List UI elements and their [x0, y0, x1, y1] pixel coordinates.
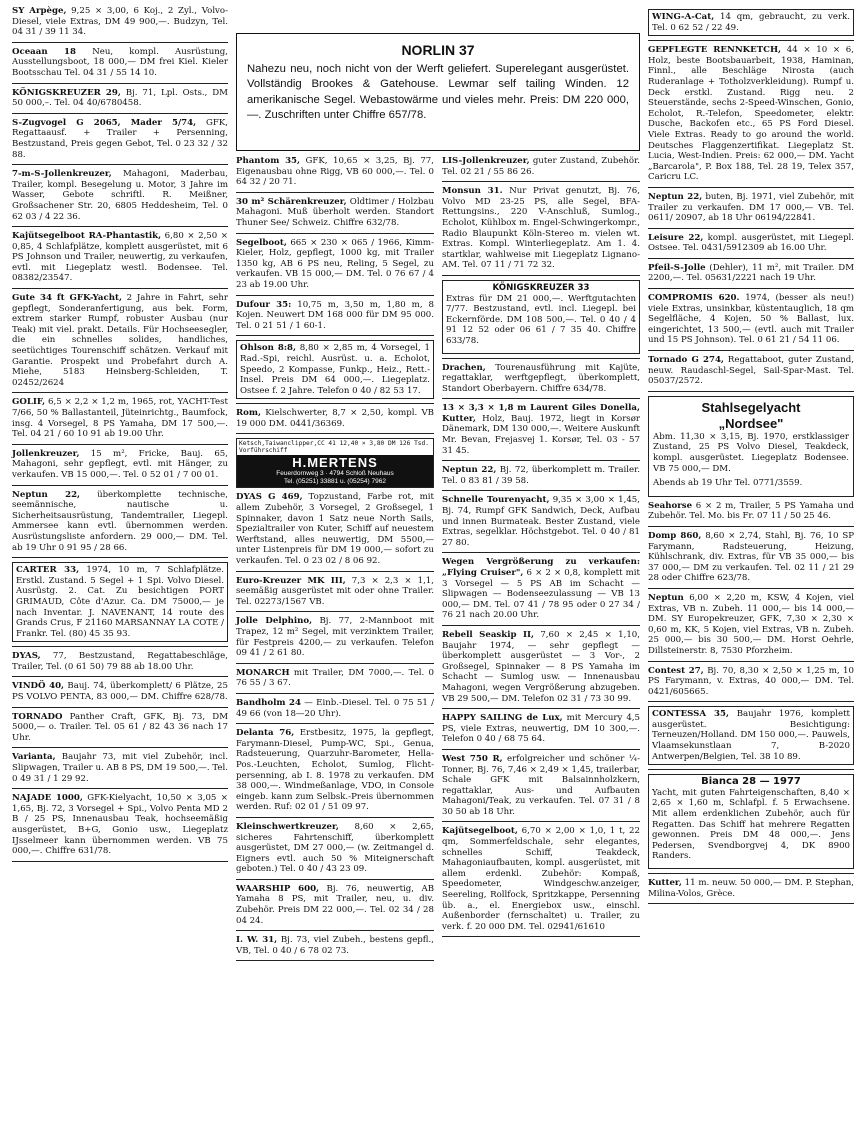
- ad-divider: [12, 444, 228, 445]
- classified-ad-body: 8,60 × 2,65, sicheres Fahrtenschiff, überkomplett ausgerüstet, DM 27 000,— (w. Zeitmangel d. Eigners evtl. auch 50 % Miteignerschaft geboten.) Tel. 0 40 / 43 23 09.: [236, 821, 434, 875]
- classified-ad: [12, 449, 228, 481]
- classified-ad-body: 2 Jahre in Fahrt, sehr gepflegt, Sonderanfertigung, aus bek. Form, extrem starker Rumpf, robuster Ausbau (nur Teak) mit viel. prakt. Details. Für Hochseesegler, die ein schnelles solides, handliches, seetüchtiges Tourenschiff schätzen. Verkauf mit Garantie. Prospekt und Probefahrt durch A. Miehe, 5183 Heinsberg-Schleiden, T. 02452/2624: [12, 293, 228, 388]
- ad-divider: [236, 879, 434, 880]
- classified-ad-body: 9,25 × 3,00, 6 Koj., 2 Zyl., Volvo-Diesel, viele Extras, DM 49 900,—. Budzyn, Tel. 04 31 / 39 11 34.: [12, 6, 228, 38]
- ad-divider: [648, 903, 854, 904]
- classified-ad-body: 1974, (besser als neu!) viele Extras, unsinkbar, küstentauglich, 18 qm Segelfläche, 4 Kojen, 50 % Ballast, lux. eingerichtet, 13 500,— (evtl. auch mit Trailer und 15 PS Johnson). Tel. 0 61 21 / 54 11 06.: [648, 293, 854, 346]
- classified-ad-heading: NAJADE 1000,: [12, 793, 83, 804]
- ad-divider: [236, 930, 434, 931]
- classified-ad-body: 7,60 × 2,45 × 1,10, Baujahr 1974, — sehr gepflegt — überkomplett ausgerüstet — 3 Vor-, 2 Großsegel, Spinnaker — 8 PS Yamaha im Schacht — Sumlog usw. — Innenausbau Mahagoni, wegen Vergrößerung abzugeben. VB 29 500,— DM. Telefon 02 31 / 73 30 99.: [442, 629, 640, 704]
- classified-ad-body: 10,75 m, 3,50 m, 1,80 m, 8 Kojen. Neuwert DM 168 000 für DM 95 000. Tel. 0 21 51 / 1 60-1.: [236, 299, 434, 331]
- ad-divider: [442, 625, 640, 626]
- boxed-ad-heading: KÖNIGSKREUZER 33: [492, 282, 590, 293]
- mertens-address: Feuerdornweg 3 · 4794 Schloß Neuhaus: [276, 470, 394, 478]
- classified-ad-heading: Kajütsegelboot RA-Phantastik,: [12, 231, 162, 242]
- classified-ad-body: Kielschwerter, 8,7 × 2,50, kompl. VB 19 000 DM. 0441/36369.: [236, 408, 434, 429]
- ad-divider: [236, 663, 434, 664]
- classified-ad: [442, 630, 640, 704]
- ad-divider: [442, 749, 640, 750]
- classified-ad-heading: Phantom 35,: [236, 156, 301, 166]
- mertens-phone: Tel. (05251) 33881 u. (05254) 7962: [284, 477, 386, 485]
- ad-divider: [12, 861, 228, 862]
- ad-divider: [648, 288, 854, 289]
- classified-ad-heading: Monsun 31.: [442, 186, 503, 197]
- classified-ad-heading: Segelboot,: [236, 237, 287, 248]
- classified-ad-body: 6,80 × 2,50 × 0,85, 4 Schlafplätze, komplett ausgerüstet, mit 6 PS Johnson und Trailer, neuwertig, zu verkaufen, evtl. mit Liegeplatz westl. Bodensee. Tel. 08382/23547.: [12, 231, 228, 284]
- ad-divider: [12, 485, 228, 486]
- classified-ad-heading: GOLIF,: [12, 397, 46, 408]
- classified-ad-body: guter Zustand, Zubehör. Tel. 02 21 / 55 86 26.: [442, 156, 640, 177]
- classified-column-4: [648, 6, 854, 908]
- stahl-text: Abm. 11,30 × 3,15, Bj. 1970, erstklassiger Zustand, 25 PS Volvo Diesel, Teakdeck, kompl. ausgerüstet. Liegeplatz Bodensee. VB 75 000,— DM.: [653, 431, 849, 474]
- boxed-ad-heading: Bianca 28 — 1977: [701, 776, 801, 788]
- ad-divider: [442, 552, 640, 553]
- ad-divider: [648, 588, 854, 589]
- ad-divider: [442, 181, 640, 182]
- ad-divider: [236, 335, 434, 336]
- boxed-classified-ad: [12, 562, 228, 642]
- classified-ad-heading: Seahorse: [648, 500, 693, 511]
- ad-divider: [236, 693, 434, 694]
- classified-ad-heading: Euro-Kreuzer MK III,: [236, 575, 346, 586]
- classified-ad-heading: CARTER 33,: [16, 565, 80, 576]
- classified-ad-body: überkomplette technische, seemännische, nautische u. Sicherheitsausrüstung, Tandemtrailer, Liegepl. Ammersee kann evtl. übernommen werden. Ausrüstungsliste anfordern. 29 000,— DM. Tel. ab 19 Uhr 0 91 95 / 28 66.: [12, 489, 228, 553]
- boxed-classified-ad: [648, 9, 854, 36]
- classified-ad-body: 6 × 2 × 0,8, komplett mit 3 Vorsegel — 5 PS AB im Schacht — Slipwagen — Bodenseezulassung — VB 13 000,— DM. Tel. 07 41 / 78 95 oder 0 27 34 / 76 21 nach 20.00 Uhr.: [442, 568, 641, 621]
- classified-ad-body: 7,3 × 2,3 × 1,1, seemäßig ausgerüstet mit oder ohne Trailer. Tel. 02273/1567 VB.: [236, 575, 434, 607]
- classified-ad: [236, 668, 434, 689]
- classified-ad-heading: Neptun: [648, 592, 684, 603]
- classified-ad-heading: DYAS G 469,: [236, 492, 303, 503]
- ad-divider: [12, 164, 228, 165]
- classified-ad-heading: Tornado G 274,: [648, 355, 724, 366]
- ad-divider: [12, 288, 228, 289]
- classified-ad: [12, 490, 228, 554]
- classified-column-1: [12, 6, 228, 866]
- classified-ad-heading: S-Zugvogel G 2065, Mader 5/74,: [12, 117, 197, 128]
- classified-ad-heading: I. W. 31,: [236, 935, 278, 946]
- classified-ad-body: 11 m. neuw. 50 000,— DM. P. Stephan, Milina-Volos, Grèce.: [648, 878, 854, 899]
- classified-ad-body: 8,60 × 2,74, Stahl, Bj. 76, 10 SP Farymann, Radsteuerung, Heizung, Kühlschrank, div. Extras, für VB 35 000,— bis 37 000,— DM zu verkaufen. Tel. 02 11 / 21 29 28 oder Chiffre 623/78.: [648, 530, 854, 584]
- classified-ad-body: 6,5 × 2,2 × 1,2 m, 1965, rot, YACHT-Test 7/66, 50 % Ballastanteil, Jüteinrichtg., Baumfock, insg. 4 Vorsegel, 8 PS Yamaha, DM 17 500,—. Tel. 04 21 / 60 10 91 ab 19.00 Uhr.: [12, 397, 228, 440]
- ad-divider: [648, 40, 854, 41]
- classified-ad-body: 6,70 × 2,00 × 1,0, 1 t, 22 qm, Sommerfeldschale, sehr elegantes, schnelles Schiff, Teakdeck, Mahagoniaufbauten, kompl. ausgerüstet, mit allem erdenkl. Zubehör: Kompaß, Speedometer, Windgeschw.anzeiger, Seereling, Rollfock, Spritzkappe, Persenning üb. a., el. Energiebox usw., einschl. Außenborder (fernschaltet) u. Trailer, zu verk. f. 20 000 DM. Tel. 02941/61610: [442, 826, 640, 932]
- boxed-ad-text: Extras für DM 21 000,—. Werftgutachten 7/77. Bestzustand, evtl. incl. Liegepl. bei Eckernförde. DM 108 500,—. Tel. 0 40 / 4 91 12 52 oder 06 61 / 7 35 40. Chiffre 633/78.: [446, 293, 636, 346]
- classified-ad-heading: Domp 860,: [648, 530, 702, 541]
- classified-ad-heading: GEPFLEGTE RENNKETCH,: [648, 45, 782, 56]
- classified-ad: [236, 156, 434, 188]
- classified-ad-heading: Leisure 22,: [648, 232, 704, 243]
- ad-divider: [236, 571, 434, 572]
- ad-divider: [236, 723, 434, 724]
- classified-ad-heading: Ohlson 8:8,: [240, 343, 296, 354]
- classified-ad: [648, 293, 854, 346]
- classified-ad-body: mit Trailer, DM 7000,—. Tel. 0 76 55 / 3 67.: [236, 667, 434, 689]
- ad-divider: [12, 113, 228, 114]
- ad-divider: [236, 403, 434, 404]
- classified-ad: [236, 698, 434, 719]
- classified-ad-body: Bj. 71, Lpl. Osts., DM 50 000,–. Tel. 04 40/6780458.: [12, 87, 228, 109]
- ad-divider: [648, 350, 854, 351]
- classified-ad-heading: Varianta,: [12, 752, 56, 763]
- classified-ad: [442, 186, 640, 271]
- ad-divider: [12, 557, 228, 558]
- ad-divider: [648, 769, 854, 770]
- classified-ad: [648, 233, 854, 254]
- classified-ad-text: [652, 709, 850, 762]
- classified-ad-heading: DYAS,: [12, 651, 41, 662]
- classified-ad: [12, 651, 228, 672]
- classified-ad: [236, 616, 434, 658]
- ad-divider: [12, 83, 228, 84]
- classified-ad-body: GFK-Kielyacht, 10,50 × 3,05 × 1,65, Bj. 72, 3 Vorsegel + Spi., Volvo Penta MD 2 B / 25 PS, Innenausbau Teak, hochseemäßig ausgerüstet, B+G, Gonio usw., Liegeplatz IJsselmeer kann übernommen werden. VB 75 000,—. Chiffre 631/78.: [12, 793, 228, 857]
- classified-ad-body: 665 × 230 × 065 / 1966, Kimm-Kieler, Holz, gepflegt, 1000 kg, mit Trailer 1350 kg, AB 6 PS neu, Reling, 5 Segel, zu verkaufen. VB 15 000,— DM. Tel. 0 76 67 / 4 23 ab 19.00 Uhr.: [236, 237, 434, 290]
- ad-divider: [442, 358, 640, 359]
- ad-divider: [12, 747, 228, 748]
- classified-ad-heading: Neptun 22,: [12, 489, 81, 500]
- classified-ad-heading: TORNADO: [12, 711, 63, 722]
- classified-ad-heading: Schnelle Tourenyacht,: [442, 495, 550, 506]
- classified-ad: [236, 408, 434, 429]
- classified-ad-heading: WING-A-Cat,: [652, 12, 715, 22]
- classified-ad: [236, 822, 434, 875]
- ad-divider: [236, 192, 434, 193]
- classified-ad: [442, 156, 640, 177]
- classified-ad: [442, 465, 640, 486]
- classified-ad-body: 77, Bestzustand, Regattabeschläge, Trailer, Tel. (0 61 50) 79 88 ab 18.00 Uhr.: [12, 651, 228, 672]
- classified-ad: [12, 88, 228, 109]
- classified-ad-body: Mahagoni, Maderbau, Trailer, kompl. Besegelung u. Motor, 3 Jahre im Wasser, Gebote schriftl. R. Meißner, Großsachener Str. 20, 6805 Heddesheim, Tel. 0 62 03 / 4 22 36.: [12, 169, 228, 222]
- classified-ad-heading: Rebell Seaskip II,: [442, 629, 535, 640]
- classified-ad-body: Bj. 76, neuwertig, AB Yamaha 8 PS, mit Trailer, neu, u. div. Zubehör. Preis DM 22 000,—. Tel. 02 34 / 28 04 24.: [236, 883, 435, 926]
- classified-ad: [236, 935, 434, 956]
- classified-ad-body: Bauj. 74, überkomplett/ 6 Plätze, 25 PS VOLVO PENTA, 83 000,— DM. Chiffre 628/78.: [12, 681, 228, 703]
- classified-ad-heading: MONARCH: [236, 667, 290, 678]
- classified-ad-heading: Gute 34 ft GFK-Yacht,: [12, 293, 122, 304]
- classified-ad: [648, 45, 854, 183]
- ad-divider: [236, 960, 434, 961]
- classified-ad: [12, 6, 228, 38]
- classified-ad-heading: SY Arpège,: [12, 6, 67, 16]
- classified-ad: [236, 238, 434, 291]
- classified-ad: [648, 878, 854, 899]
- classified-ad: [12, 169, 228, 222]
- classified-ad-body: (Dehler), 11 m², mit Trailer. DM 2200,—. Tel. 05631/2221 nach 19 Uhr.: [648, 262, 854, 284]
- classified-ad-heading: Wegen Vergrößerung zu verkaufen: „Flying Cruiser",: [442, 557, 640, 578]
- ad-divider: [648, 258, 854, 259]
- norlin-37-display-ad: [236, 33, 640, 151]
- ad-divider: [442, 275, 640, 276]
- ad-divider: [648, 873, 854, 874]
- classified-ad-heading: 30 m² Schärenkreuzer,: [236, 196, 347, 207]
- ad-divider: [648, 701, 854, 702]
- ad-divider: [236, 817, 434, 818]
- stahlsegelyacht-display-ad: [648, 396, 854, 497]
- classified-ad: [648, 263, 854, 284]
- classified-ad: [236, 576, 434, 608]
- classified-ad-body: kompl. ausgerüstet, mit Liegepl. Ostsee. Tel. 0431/5912309 ab 16.00 Uhr.: [648, 232, 854, 254]
- classified-ad-body: Tourenausführung mit Kajüte, regattaklar, werftgepflegt, überkomplett, Standort Oberbayern. Chiffre 634/78.: [442, 362, 640, 394]
- classified-ad: [236, 728, 434, 813]
- stahl-heading: Stahlsegelyacht: [701, 399, 801, 415]
- classified-ad-heading: COMPROMIS 620.: [648, 293, 740, 304]
- classified-ad-heading: Jolle Delphino,: [236, 616, 313, 627]
- classified-ad-body: 15 m², Fricke, Bauj. 65, Mahagoni, sehr gepflegt, evtl. mit Hänger, zu verkaufen. VB 15 000,—. Tel. 0 52 01 / 7 00 01.: [12, 448, 228, 480]
- classified-column-2: [236, 156, 434, 965]
- classified-ad-body: GFK, 10,65 × 3,25, Bj. 77, Eigenausbau ohne Rigg, VB 60 000,—. Tel. 0 64 32 / 20 71.: [236, 156, 435, 188]
- classified-ad-body: Panther Craft, GFK, Bj. 73, DM 5000,— o. Trailer. Tel. 05 61 / 82 43 36 nach 17 Uhr.: [12, 711, 228, 743]
- classified-ad: [12, 793, 228, 857]
- ad-divider: [648, 526, 854, 527]
- ad-divider: [12, 788, 228, 789]
- ad-divider: [648, 391, 854, 392]
- classified-ad-heading: 7-m-S-Jollenkreuzer,: [12, 169, 112, 180]
- classified-ad: [236, 197, 434, 229]
- classified-ad-body: Neu, kompl. Ausrüstung, Ausstellungsboot, 18 000,— DM frei Kiel. Kieler Bootsschau Tel. 04 31 / 55 14 10.: [12, 46, 228, 78]
- classified-ad-body: Erstbesitz, 1975, la gepflegt, Farymann-Diesel, Pump-WC, Spi., Genua, Radsteuerung, Quarzuhr-Barometer, Hella-Pos.-Leuchten, Echolot, Sumlog, Flicht-persenning, ab I. 8. 1978 zu verkaufen. DM 38 000,—. Windmeßanlage, VDO, in Console eingeb. kann zum Selbsk.-Preis übernommen werden. Ruf: 02 01 / 51 09 97.: [236, 728, 434, 813]
- classified-ad: [12, 118, 228, 160]
- ad-divider: [12, 676, 228, 677]
- classified-ad-body: Holz, Bauj. 1972, liegt in Korsør Dänemark, DM 130 000,—. Weitere Auskunft Mr. Bevan, Frejasvej 1. Korsør, Tel. 03 - 57 31 45.: [442, 413, 640, 456]
- classified-ad-heading: Contest 27,: [648, 665, 704, 676]
- classified-ad-heading: Kleinschwertkreuzer,: [236, 821, 339, 832]
- classified-ad-heading: Neptun 22,: [442, 465, 497, 476]
- classified-ad-body: Baujahr 73, mit viel Zubehör, incl. Slipwagen, Trailer u. AB 8 PS, DM 19 500,—. Tel. 0 49 31 / 1 29 92.: [12, 752, 228, 784]
- classified-ad-body: mit Mercury 4,5 PS, viele Extras, neuwertig, DM 10 300,—. Telefon 0 40 / 68 75 64.: [442, 713, 640, 745]
- classified-ad: [648, 531, 854, 584]
- classified-ad-body: 6,00 × 2,20 m, KSW, 4 Kojen, viel Extras, VB n. Zubeh. 11 000,— bis 14 000,— DM. SY Europekreuzer, GFK, 7,30 × 2,30 × 0,60 m, KK, 5 Kojen, viel Extras, VB n. Zubeh. 25 000,— bis 30 500,— DM. Horst Oehrle, Dillsteinerstr. 8, 7530 Pforzheim.: [648, 592, 854, 656]
- classified-ad-heading: Delanta 76,: [236, 728, 295, 739]
- ad-divider: [236, 295, 434, 296]
- classified-ad: [442, 826, 640, 932]
- stahl-phone: Abends ab 19 Uhr Tel. 0771/3559.: [653, 478, 803, 489]
- ad-divider: [12, 42, 228, 43]
- classified-ad-body: Nur Privat genutzt, Bj. 76, Volvo MD 23-25 PS, alle Segel, BFA-Rettungsins., 220 V-Anschluß, Sumlog., Echolot, Kühlbox m. Engel-Schwingerkompr., Radio Blaupunkt Köln-Stereo m. vielen wt. Extras. Kompl. Winterliegeplatz. Am 1. 4. startklar, wahlweise mit Liegeplatz Lignano-AM. Tel. 07 11 / 71 72 32.: [442, 186, 640, 271]
- ad-divider: [648, 661, 854, 662]
- classified-ad: [648, 355, 854, 387]
- classified-ad-heading: LIS-Jollenkreuzer,: [442, 156, 530, 166]
- ad-divider: [648, 187, 854, 188]
- ad-divider: [12, 392, 228, 393]
- classified-ad-body: Topzustand, Farbe rot, mit allem Zubehör, 3 Vorsegel, 2 Großsegel, 1 Spinnaker, davon 1 Satz neue North Sails, Spezialtrailer von Kuter, Schiff auf neuestem Werftstand, alles neuwertig, DM 5500,— unter Listenpreis für DM 19 000,— sofort zu verkaufen. Tel. 0 23 02 / 8 06 92.: [236, 492, 434, 567]
- boxed-ad-text: Yacht, mit guten Fahrteigenschaften, 8,40 × 2,65 × 1,60 m, Schlafpl. f. 5 Erwachsene. Mit allem erdenklichen Zubehör, auch für Regatten. Das Schiff hat mehrere Regatten gewonnen. Preis DM 48 000,—. Jens Pedersen, Svendborgvej 4, DK 8900 Randers.: [652, 787, 850, 862]
- classified-ad: [236, 300, 434, 332]
- ad-divider: [442, 460, 640, 461]
- classified-ad-heading: Oceaan 18: [12, 46, 77, 57]
- boxed-classified-ad: [442, 280, 640, 354]
- classified-ad: [12, 231, 228, 284]
- ad-divider: [648, 228, 854, 229]
- classified-ad: [442, 713, 640, 745]
- classified-ad-body: Baujahr 1976, komplett ausgerüstet. Besichtigung: Terneuzen/Holland. DM 150 000,—. Pauwels, Vlaamsekunstlaan 7, B-2020 Antwerpen/Belgien, Tel. 38 10 89.: [652, 709, 850, 762]
- classified-ad-body: 14 qm, gebraucht, zu verk. Tel. 0 62 52 / 22 49.: [652, 12, 850, 33]
- stahl-name: „Nordsee": [718, 415, 784, 431]
- classified-ad: [648, 666, 854, 698]
- classified-ad: [12, 397, 228, 439]
- ad-divider: [442, 398, 640, 399]
- ad-divider: [236, 433, 434, 434]
- classified-ad-heading: Rom,: [236, 408, 261, 419]
- classified-ad-body: Bj. 73, viel Zubeh., bestens gepfl., VB, Tel. 0 40 / 6 78 02 73.: [236, 935, 434, 956]
- classified-ad-body: Bj. 77, 2-Mannboot mit Trapez, 12 m² Segel, mit verzinktem Trailer, für Festpreis 4200,— zu verkaufen. Telefon 09 41 / 2 61 80.: [236, 616, 434, 659]
- classified-ad-heading: 13 × 3,3 × 1,8 m Laurent Giles Donella, Kutter,: [442, 403, 640, 424]
- classified-ad: [648, 501, 854, 522]
- classified-ad: [442, 754, 640, 818]
- classified-ad: [648, 192, 854, 224]
- ad-divider: [442, 708, 640, 709]
- classified-ad-text: [16, 565, 224, 639]
- classified-ad-body: — Einb.-Diesel. Tel. 0 75 51 / 49 66 (von 18—20 Uhr).: [236, 697, 434, 719]
- norlin-title: NORLIN 37: [401, 42, 475, 58]
- mertens-ketsch-line: Ketsch,Taiwanclipper,CC 41 12,40 × 3,80 DM 126 Tsd. Vorführschiff: [239, 440, 429, 455]
- classified-ad-text: [652, 12, 850, 33]
- classified-ad-body: 1974, 10 m, 7 Schlafplätze. Erstkl. Zustand. 5 Segel + 1 Spi. Volvo Diesel. Ausrüstg. 2. Cat. Zu besichtigen PORT GRIMAUD, Côte d'Azur. Ca. DM 75000,— je nach Inventar. J. NAVENANT, 14 route des Grands Crus, F 21160 MARSANNAY LA COTE / Frankr. Tel. (80) 45 35 93.: [16, 565, 224, 639]
- classified-ad-heading: Neptun 22,: [648, 191, 703, 202]
- classified-ad: [12, 712, 228, 744]
- mertens-display-ad: [236, 438, 434, 488]
- classified-ad: [236, 492, 434, 566]
- classified-ad-heading: VINDÖ 40,: [12, 681, 65, 692]
- norlin-text: Nahezu neu, noch nicht von der Werft geliefert. Superelegant ausgerüstet. Vollständig Brookes & Gatehouse. Lewmar self tailing Winden. 12 amerikanische Segel. Webastowärme und vieles mehr. Preis: DM 220 000,—. Zuschriften unter Chiffre 657/78.: [247, 63, 629, 122]
- ad-divider: [12, 707, 228, 708]
- ad-divider: [236, 611, 434, 612]
- classified-ad-body: 8,80 × 2,85 m, 4 Vorsegel, 1 Rad.-Spi, reichl. Ausrüst. u. a. Echolot, Speedo, 2 Kompasse, Funkp., Heiz., Rett.-Insel. Preis DM 64 000,—. Liegeplatz. Ostsee f. 2 Jahre. Telefon 0 40 / 82 53 17.: [240, 343, 430, 396]
- classified-ad-heading: Drachen,: [442, 362, 486, 373]
- classified-ad-body: Bj. 70, 8,30 × 2,50 × 1,25 m, 10 PS Farymann, v. Extras, 40 000,— DM. Tel. 0421/605665.: [648, 665, 854, 697]
- classified-ad-heading: KÖNIGSKREUZER 29,: [12, 87, 121, 98]
- ad-divider: [442, 490, 640, 491]
- classified-ad: [648, 593, 854, 657]
- classified-ad-body: GFK, Regattaausf. + Trailer + Persenning, Bestzustand, Preis gegen Gebot, Tel. 0 23 32 / 32 88.: [12, 117, 228, 160]
- boxed-classified-ad: [648, 706, 854, 765]
- ad-divider: [12, 646, 228, 647]
- classified-ad-body: 44 × 10 × 6, Holz, beste Bootsbauarbeit, 1938, Haminan, Finnl., alle Beschläge Nirosta (auch Ruderanlage + Totholzverkleidung). Rumpf u. Deck erstkl. Zustand. Rigg neu. 2 Steuerstände, sechs 2-Speed-Winschen, Gonio, Echolot, R.-Telefon, Speedometer, elektr. Dusche, Backofen etc., 65 PS Ford Diesel. Viele Extras. Ready to go around the world. Deutsches Flaggenzertifikat. Liegeplatz St. Lucia, West-Indien. Preis: 62 000,— DM. Yacht „Barcarola", P. Box 188, Tel. 28 19, Telex 357, Caricru LC.: [648, 45, 854, 183]
- classified-ad-heading: Pfeil-S-Jolle: [648, 262, 706, 273]
- classified-ad: [442, 403, 640, 456]
- mertens-brand: H.MERTENS: [292, 455, 378, 471]
- classified-column-3: [442, 156, 640, 941]
- classified-ad: [236, 884, 434, 926]
- classified-ad-text: [240, 343, 430, 396]
- classified-ad: [12, 681, 228, 702]
- classified-ad-body: 9,35 × 3,00 × 1,45, Bj. 74, Rumpf GFK Sandwich, Deck, Aufbau und innen Burmateak. Bester Zustand, viele Extras, segelklar. Höchstgebot. Tel. 0 40 / 81 27 80.: [442, 495, 640, 548]
- ad-divider: [236, 233, 434, 234]
- classified-ad-heading: Jollenkreuzer,: [12, 448, 80, 459]
- classified-ad-body: erfolgreicher und schöner ¼-Tonner, Bj. 76, 7,46 × 2,49 × 1,45, trailerbar, Schale GFK mit Balsainnholzkern, regattaklar, Aus- und Aufbauten Mahagoni/Teak, zu verkaufen. Tel. 07 31 / 8 30 50 ab 18 Uhr.: [442, 753, 640, 817]
- classified-ad: [442, 557, 640, 621]
- classified-ad-body: Bj. 72, überkomplett m. Trailer. Tel. 0 83 81 / 39 58.: [442, 465, 640, 486]
- classified-ad: [12, 293, 228, 388]
- boxed-classified-ad: [648, 774, 854, 869]
- classified-ad: [12, 47, 228, 79]
- classified-ad-body: Oldtimer / Holzbau Mahagoni. Muß überholt werden. Standort Thuner See/ Schweiz. Chiffre 632/78.: [236, 196, 434, 228]
- classified-ad-heading: Bandholm 24: [236, 697, 301, 708]
- classified-ad-heading: Kutter,: [648, 878, 682, 888]
- classified-ad-body: 6 × 2 m, Trailer, 5 PS Yamaha und Zubehör. Tel. Mo. bis Fr. 07 11 / 50 25 46.: [648, 500, 854, 522]
- classified-ad-heading: Kajütsegelboot,: [442, 826, 518, 837]
- classified-ad-body: buten, Bj. 1971, viel Zubehör, mit Trailer zu verkaufen. DM 17 000,— VB. Tel. 0611/ 20907, ab 18 Uhr 06194/22841.: [648, 191, 854, 224]
- mertens-banner: [237, 455, 433, 487]
- boxed-classified-ad: [236, 340, 434, 399]
- ad-divider: [442, 821, 640, 822]
- classified-ad-heading: CONTESSA 35,: [652, 709, 729, 720]
- classified-ad-heading: WAARSHIP 600,: [236, 883, 320, 894]
- classified-ad: [442, 495, 640, 548]
- classified-ad-heading: Dufour 35:: [236, 299, 292, 310]
- classified-ad: [12, 752, 228, 784]
- ad-divider: [12, 226, 228, 227]
- classified-ad-body: Regattaboot, guter Zustand, neuw. Raudaschl-Segel, Sail-Spar-Mast. Tel. 05037/2572.: [648, 355, 854, 387]
- classified-ad-heading: West 750 R,: [442, 753, 503, 764]
- classified-ad: [442, 363, 640, 395]
- ad-divider: [442, 936, 640, 937]
- classified-ad-heading: HAPPY SAILING de Lux,: [442, 713, 563, 724]
